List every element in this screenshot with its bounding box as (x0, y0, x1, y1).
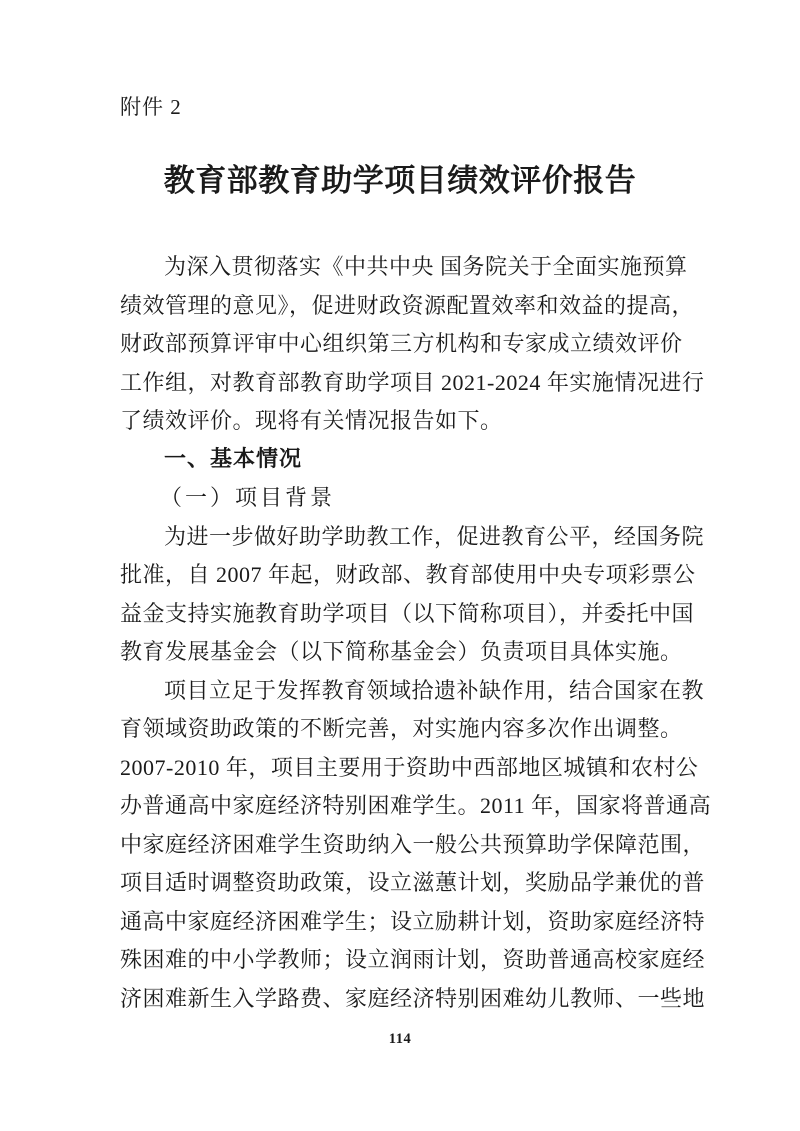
text-line: 为进一步做好助学助教工作，促进教育公平，经国务院 (164, 523, 705, 549)
text-line: 绩效管理的意见》，促进财政资源配置效率和效益的提高， (120, 292, 695, 318)
text-line: 教育发展基金会（以下简称基金会）负责项目具体实施。 (120, 639, 683, 664)
page-number: 114 (388, 1031, 412, 1047)
text-line: 了绩效评价。现将有关情况报告如下。 (120, 408, 503, 433)
text-line: 通高中家庭经济困难学生；设立励耕计划，资助家庭经济特 (120, 908, 706, 934)
text-line: 2007-2010 年，项目主要用于资助中西部地区城镇和农村公 (120, 754, 699, 780)
document-body (120, 248, 712, 1018)
text-line: 济困难新生入学路费、家庭经济特别困难幼儿教师、一些地 (120, 985, 706, 1011)
text-line: 中家庭经济困难学生资助纳入一般公共预算助学保障范围， (120, 831, 706, 857)
text-line: 工作组，对教育部教育助学项目 2021-2024 年实施情况进行 (120, 369, 705, 395)
text-line: 为深入贯彻落实《中共中央 国务院关于全面实施预算 (164, 254, 688, 279)
text-line: 项目立足于发挥教育领域拾遗补缺作用，结合国家在教 (164, 677, 705, 703)
text-line: 育领域资助政策的不断完善，对实施内容多次作出调整。 (120, 716, 683, 741)
text-line: 益金支持实施教育助学项目（以下简称项目），并委托中国 (120, 600, 695, 626)
text-line: 项目适时调整资助政策，设立滋蕙计划，奖励品学兼优的普 (120, 870, 706, 895)
section-heading: 一、基本情况 (164, 446, 303, 472)
text-line: 财政部预算评审中心组织第三方机构和专家成立绩效评价 (120, 331, 683, 356)
subsection-heading: （一）项目背景 (160, 485, 336, 510)
attachment-label: 附件 2 (120, 95, 182, 119)
text-line: 殊困难的中小学教师；设立润雨计划，资助普通高校家庭经 (120, 947, 706, 972)
text-line: 批准，自 2007 年起，财政部、教育部使用中央专项彩票公 (120, 562, 696, 587)
text-line: 办普通高中家庭经济特别困难学生。2011 年，国家将普通高 (120, 793, 712, 818)
document-title: 教育部教育助学项目绩效评价报告 (163, 163, 637, 198)
